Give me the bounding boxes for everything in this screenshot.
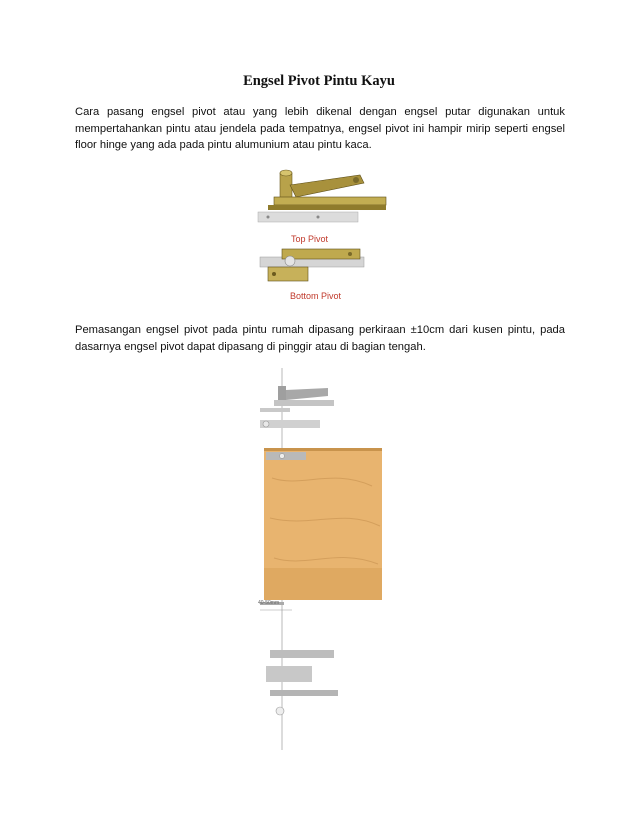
door-installation-diagram <box>252 368 392 750</box>
document-title: Engsel Pivot Pintu Kayu <box>243 73 395 89</box>
bottom-pivot-label: Bottom Pivot <box>290 291 342 301</box>
top-pivot-label: Top Pivot <box>291 234 329 244</box>
top-pivot-diagram <box>260 386 334 428</box>
bottom-pivot-hinge <box>260 249 364 281</box>
dimension-label: 40-50mm <box>258 600 280 606</box>
bottom-pivot-diagram <box>260 602 338 715</box>
paragraph-installation: Pemasangan engsel pivot pada pintu rumah dipasang perkiraan ±10cm dari kusen pintu, pada dasarnya engsel pivot dapat dipasang di pinggir atau di bagian tengah. <box>75 324 565 353</box>
paragraph-intro: Cara pasang engsel pivot atau yang lebih dikenal dengan engsel putar digunakan untuk mempertahankan pintu atau jendela pada tempatnya, engsel pivot ini hampir mirip seperti engsel floor hinge yang ada pada pintu alumunium atau pintu kaca. <box>75 106 565 151</box>
top-pivot-hinge <box>258 170 386 222</box>
wooden-door-panel <box>264 448 382 600</box>
